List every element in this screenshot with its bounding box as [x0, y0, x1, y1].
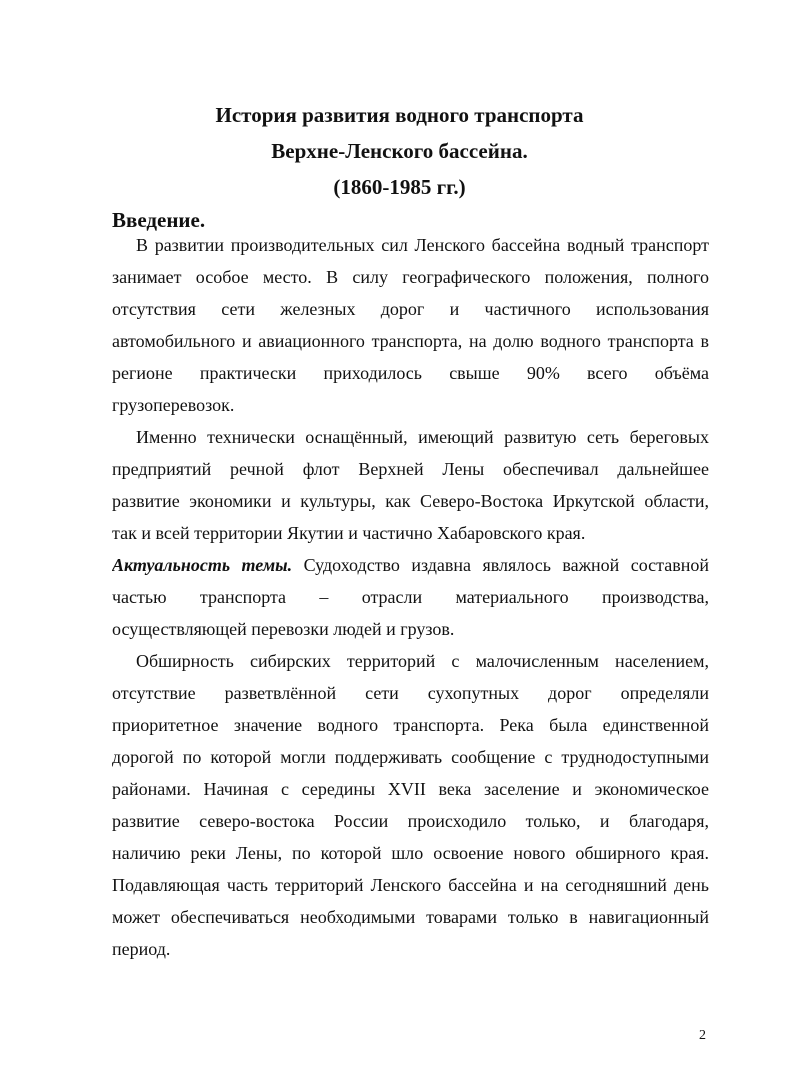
section-heading: Введение.: [112, 208, 206, 232]
paragraph-2: [112, 421, 709, 549]
paragraph-line: Именно технически оснащённый, имеющий развитую сеть береговых: [136, 427, 709, 447]
paragraph-line: отсутствия сети железных дорог и частичного использования: [112, 299, 709, 319]
paragraph-line: развитие экономики и культуры, как Северо-Востока Иркутской области,: [112, 491, 709, 511]
paragraph-line-rest: Судоходство издавна являлось важной составной: [292, 555, 709, 575]
paragraph-4: [112, 645, 709, 965]
paragraph-line: период.: [112, 939, 171, 959]
paragraph-line: занимает особое место. В силу географического положения, полного: [112, 267, 709, 287]
document-title-line-3: (1860-1985 гг.): [333, 175, 466, 199]
paragraph-3: [112, 549, 709, 645]
paragraph-line: частью транспорта – отрасли материального производства,: [112, 587, 709, 607]
paragraph-line: регионе практически приходилось свыше 90% всего объёма: [112, 363, 709, 383]
paragraph-line: осуществляющей перевозки людей и грузов.: [112, 619, 455, 639]
paragraph-line: предприятий речной флот Верхней Лены обеспечивал дальнейшее: [112, 459, 709, 479]
paragraph-line: так и всей территории Якутии и частично Хабаровского края.: [112, 523, 586, 543]
paragraph-lead: Актуальность темы.: [112, 555, 293, 575]
paragraph-line: дорогой по которой могли поддерживать сообщение с труднодоступными: [112, 747, 709, 767]
paragraph-line: В развитии производительных сил Ленского бассейна водный транспорт: [136, 235, 709, 255]
document-title-line-2: Верхне-Ленского бассейна.: [271, 139, 528, 163]
paragraph-line: грузоперевозок.: [112, 395, 235, 415]
document-title-line-1: История развития водного транспорта: [215, 103, 584, 127]
paragraph-line: наличию реки Лены, по которой шло освоение нового обширного края.: [112, 843, 709, 863]
page-number: 2: [699, 1028, 706, 1043]
paragraph-line: может обеспечиваться необходимыми товарами только в навигационный: [112, 907, 709, 927]
paragraph-line: районами. Начиная с середины XVII века заселение и экономическое: [112, 779, 709, 799]
paragraph-line-with-lead: [112, 549, 709, 581]
paragraph-line: автомобильного и авиационного транспорта, на долю водного транспорта в: [112, 331, 709, 351]
paragraph-1: [112, 229, 709, 421]
paragraph-line: приоритетное значение водного транспорта. Река была единственной: [112, 715, 709, 735]
paragraph-line: Подавляющая часть территорий Ленского бассейна и на сегодняшний день: [112, 875, 709, 895]
paragraph-line: развитие северо-востока России происходило только, и благодаря,: [112, 811, 709, 831]
paragraph-line: отсутствие разветвлённой сети сухопутных дорог определяли: [112, 683, 709, 703]
paragraph-line: Обширность сибирских территорий с малочисленным населением,: [136, 651, 709, 671]
